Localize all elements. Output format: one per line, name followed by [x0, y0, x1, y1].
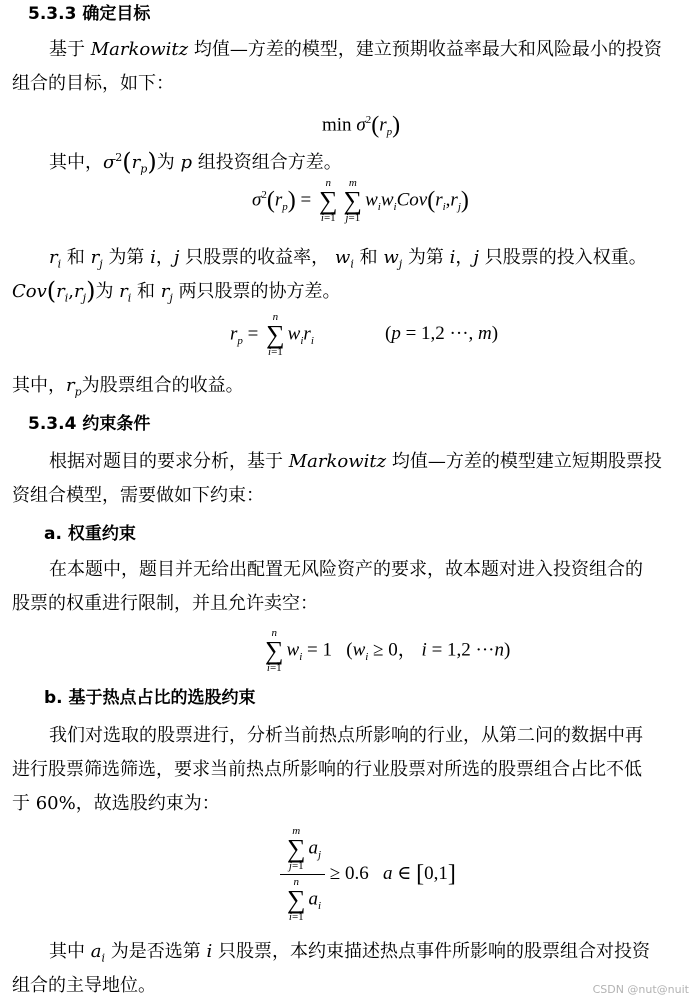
section-heading-533: 5.3.3 确定目标	[28, 4, 151, 24]
paragraph-selection-line-1: 其中 $a_i$ 为是否选第 i 只股票，本约束描述热点事件所影响的股票组合对投资	[49, 941, 650, 965]
paragraph-variance: 其中，$\sigma^2(r_p)$为 p 组投资组合方差。	[49, 148, 342, 176]
paragraph-weight-line-1: 在本题中，题目并无给出配置无风险资产的要求，故本题对进入投资组合的	[49, 559, 643, 580]
hotspot-constraint-equation: m ∑ j=1 $a_j$ n ∑ i=1 $a_i$ ≥ 0.6 a ∈ [0,1]	[280, 826, 456, 923]
subheading-weight-constraint: a. 权重约束	[44, 524, 136, 544]
weight-constraint-equation: n ∑ i=1 $w_i = 1$ ($w_i \ge 0$， i = 1,2 ···n)	[265, 627, 511, 674]
paragraph-534-line-2: 资组合模型，需要做如下约束：	[12, 485, 264, 506]
paragraph-533-line-1: 基于 Markowitz 均值—方差的模型，建立预期收益率最大和风险最小的投资	[49, 39, 662, 60]
paragraph-weight-line-2: 股票的权重进行限制，并且允许卖空：	[12, 593, 318, 614]
portfolio-return-equation: $r_p$ = n ∑ i=1 $w_ir_i$	[230, 311, 314, 358]
objective-equation: $\min \sigma^2(r_p)$	[322, 112, 401, 139]
csdn-watermark: CSDN @nut@nuit	[592, 983, 689, 996]
variance-equation: $\sigma^2(r_p)$ = n ∑ i=1 m ∑ j=1 $w_iw_iCov(r_i,r_j)$	[252, 177, 469, 224]
paragraph-selection-line-2: 组合的主导地位。	[12, 975, 156, 996]
paragraph-534-line-1: 根据对题目的要求分析，基于 Markowitz 均值—方差的模型建立短期股票投	[49, 451, 662, 472]
paragraph-returns-weights: $r_i$ 和 $r_j$ 为第 i，j 只股票的收益率， $w_i$ 和 $w_j$ 为第 i，j 只股票的投入权重。	[49, 247, 647, 271]
paragraph-hotspot-line-1: 我们对选取的股票进行，分析当前热点所影响的行业，从第二问的数据中再	[49, 725, 643, 746]
subheading-hotspot-constraint: b. 基于热点占比的选股约束	[44, 688, 256, 708]
index-range: (p = 1,2 ···, m)	[385, 323, 499, 344]
paragraph-covariance: $Cov(r_i,r_j)$为 $r_i$ 和 $r_j$ 两只股票的协方差。	[12, 277, 341, 305]
paragraph-533-line-2: 组合的目标，如下：	[12, 73, 174, 94]
paragraph-hotspot-line-2: 进行股票筛选筛选，要求当前热点所影响的行业股票对所选的股票组合占比不低	[12, 759, 642, 780]
paragraph-portfolio-return: 其中，$r_p$为股票组合的收益。	[12, 375, 244, 399]
paragraph-hotspot-line-3: 于 60%，故选股约束为：	[12, 793, 220, 814]
section-heading-534: 5.3.4 约束条件	[28, 414, 151, 434]
